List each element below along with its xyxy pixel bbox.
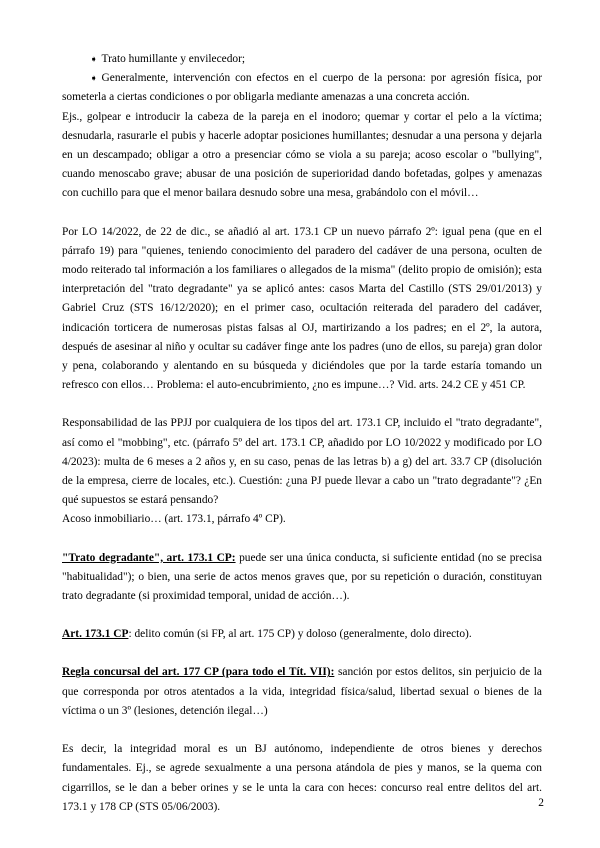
page-number: 2 bbox=[538, 797, 544, 809]
paragraph-es-decir: Es decir, la integridad moral es un BJ autónomo, independiente de otros bienes y derechos fundamentales. Ej., se agrede sexualmente a una persona atándola de pies y manos, se la quema con cigarrillos, se le dan a beber orines y se le unta la cara con heces: concurso real entre delitos del art. 173.1 y 178 CP (STS 05/06/2003). bbox=[62, 743, 542, 813]
heading-trato-degradante: "Trato degradante", art. 173.1 CP: bbox=[62, 551, 236, 564]
heading-regla-concursal: Regla concursal del art. 177 CP (para todo el Tít. VII): bbox=[62, 666, 335, 679]
paragraph-lo-14-2022: Por LO 14/2022, de 22 de dic., se añadió al art. 173.1 CP un nuevo párrafo 2º: igual pena (que en el párrafo 19) para "quienes, teniendo conocimiento del paradero del cadáver de una persona, oculten de modo reiterado tal información a los familiares o allegados de la misma" (delito propio de omisión); esta interpretación del "trato degradante" ya se aplicó antes: casos Marta del Castillo (STS 29/01/2013) y Gabriel Cruz (STS 16/12/2020); en el primer caso, ocultación reiterada del paradero del cadáver, indicación torticera de numerosas pistas falsas al OJ, martirizando a los padres; en el 2º, la autora, después de asesinar al niño y ocultar su cadáver finge ante los padres (uno de ellos, su pareja) gran dolor y pena, colaborando y alentando en su búsqueda y diciéndoles que por la tarde estaría tomando un refresco con ellos… Problema: el auto-encubrimiento, ¿no es impune…? Vid. arts. 24.2 CE y 451 CP. bbox=[62, 225, 542, 392]
arrow-bullet-icon: ➧ bbox=[90, 73, 98, 84]
bullet-text: Generalmente, intervención con efectos en el cuerpo de la persona: por agresión física, por someterla a ciertas condiciones o por obligarla mediante amenazas a una concreta acción. bbox=[62, 72, 542, 104]
paragraph-art-173-1 bbox=[62, 625, 542, 644]
bullet-item bbox=[62, 50, 542, 69]
page-content bbox=[62, 50, 542, 836]
paragraph-acoso-inmobiliario: Acoso inmobiliario… (art. 173.1, párrafo 4º CP). bbox=[62, 513, 286, 526]
art-173-1-text: : delito común (si FP, al art. 175 CP) y doloso (generalmente, dolo directo). bbox=[128, 628, 472, 641]
paragraph-regla-concursal bbox=[62, 663, 542, 721]
paragraph-examples: Ejs., golpear e introducir la cabeza de la pareja en el inodoro; quemar y cortar el pelo a la víctima; desnudarla, rasurarle el pubis y hacerle adoptar posiciones humillantes; desnudar a una persona y dejarla en un descampado; obligar a otro a presenciar cómo se viola a su pareja; acoso escolar o "bullying", cuando menoscabo grave; abusar de una posición de superioridad dando bofetadas, golpes y amenazas con cuchillo para que el menor bailara desnudo sobre una mesa, grabándolo con el móvil… bbox=[62, 110, 542, 200]
heading-art-173-1: Art. 173.1 CP bbox=[62, 628, 129, 641]
bullet-text: Trato humillante y envilecedor; bbox=[101, 53, 246, 65]
regla-concursal-text: sanción por estos delitos, sin perjuicio de la que corresponda por otros atentados a la vida, integridad física/salud, libertad sexual o bienes de la víctima o un 3º (lesiones, detención ilegal…) bbox=[62, 666, 542, 717]
arrow-bullet-icon: ➧ bbox=[90, 54, 98, 64]
trato-degradante-text: puede ser una única conducta, si suficiente entidad (no se precisa "habitualidad"); o bien, una serie de actos menos graves que, por su repetición o duración, constituyan trato degradante (si proximidad temporal, unidad de acción…). bbox=[62, 551, 542, 603]
bullet-item bbox=[62, 69, 542, 107]
paragraph-trato-degradante bbox=[62, 549, 542, 607]
paragraph-ppjj: Responsabilidad de las PPJJ por cualquiera de los tipos del art. 173.1 CP, incluido el "trato degradante", así como el "mobbing", etc. (párrafo 5º del art. 173.1 CP, añadido por LO 10/2022 y modificado por LO 4/2023): multa de 6 meses a 2 años y, en su caso, penas de las letras b) a g) del art. 33.7 CP (disolución de la empresa, cierre de locales, etc.). Cuestión: ¿una PJ puede llevar a cabo un "trato degradante"? ¿En qué supuestos se estará pensando? bbox=[62, 417, 542, 507]
